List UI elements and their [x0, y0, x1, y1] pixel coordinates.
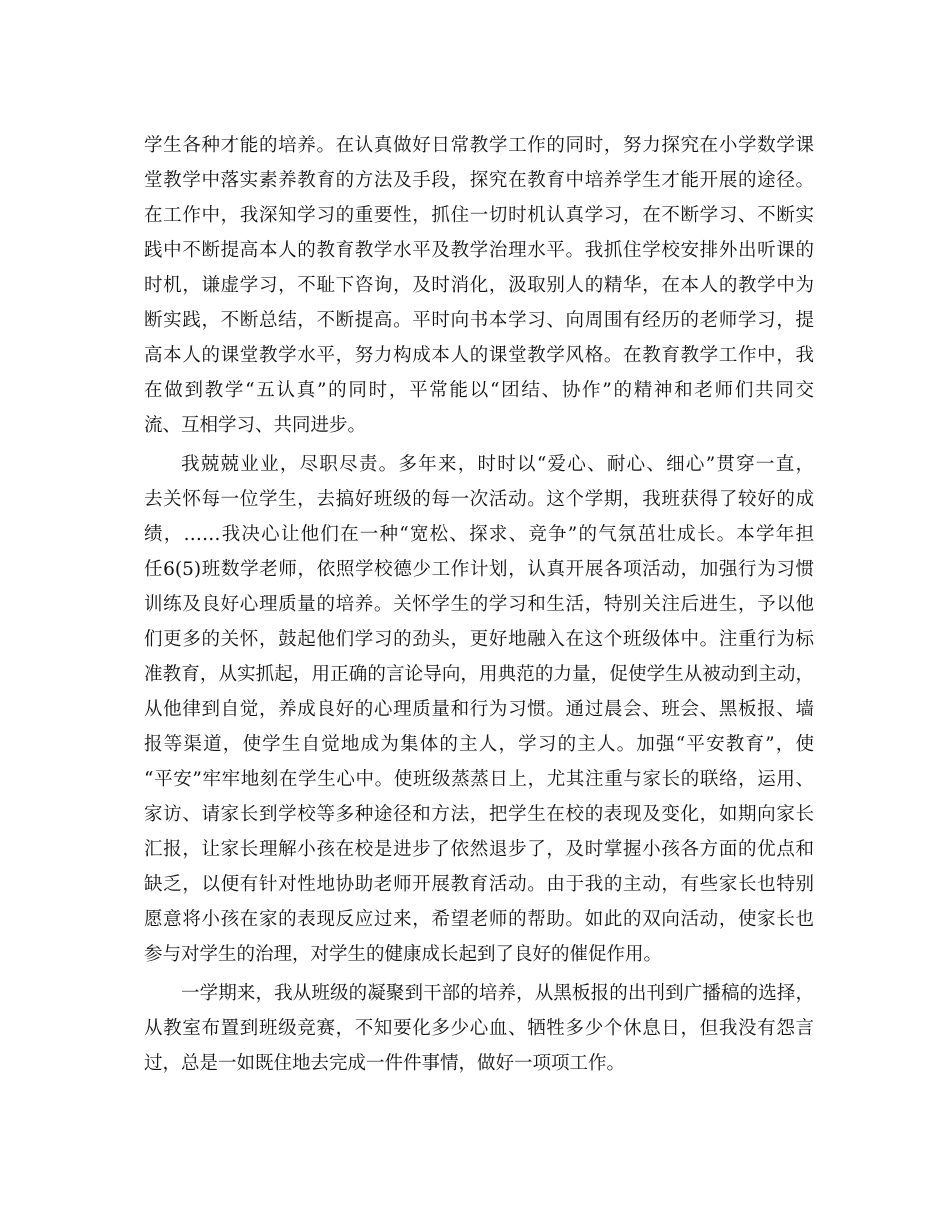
- paragraph-3: [144, 976, 814, 1081]
- text-line: 家访、请家长到学校等多种途径和方法，把学生在校的表现及变化，如期向家长: [144, 804, 814, 825]
- text-line: 流、互相学习、共同进步。: [144, 415, 367, 436]
- text-line: 断实践，不断总结，不断提高。平时向书本学习、向周围有经历的老师学习，提: [144, 310, 814, 331]
- text-line: 缺乏，以便有针对性地协助老师开展教育活动。由于我的主动，有些家长也特别: [144, 874, 814, 895]
- text-line: 践中不断提高本人的教育教学水平及教学治理水平。我抓住学校安排外出听课的: [144, 240, 814, 261]
- text-line: 训练及良好心理质量的培养。关怀学生的学习和生活，特别关注后进生，予以他: [144, 594, 814, 615]
- text-line: “平安”牢牢地刻在学生心中。使班级蒸蒸日上，尤其注重与家长的联络，运用、: [144, 769, 814, 790]
- text-line: 报等渠道，使学生自觉地成为集体的主人，学习的主人。加强“平安教育”，使: [144, 734, 814, 755]
- text-line: 堂教学中落实素养教育的方法及手段，探究在教育中培养学生才能开展的途径。: [144, 170, 814, 191]
- paragraph-2: [144, 447, 814, 972]
- text-line: 汇报，让家长理解小孩在校是进步了依然退步了，及时掌握小孩各方面的优点和: [144, 839, 814, 860]
- text-line: 们更多的关怀，鼓起他们学习的劲头，更好地融入在这个班级体中。注重行为标: [144, 629, 814, 650]
- text-line: 参与对学生的治理，对学生的健康成长起到了良好的催促作用。: [144, 944, 663, 965]
- text-line: 愿意将小孩在家的表现反应过来，希望老师的帮助。如此的双向活动，使家长也: [144, 909, 814, 930]
- text-line: 我兢兢业业，尽职尽责。多年来，时时以“爱心、耐心、细心”贯穿一直，: [181, 454, 814, 475]
- text-line: 在做到教学“五认真”的同时，平常能以“团结、协作”的精神和老师们共同交: [144, 380, 814, 401]
- text-line: 去关怀每一位学生，去搞好班级的每一次活动。这个学期，我班获得了较好的成: [144, 489, 814, 510]
- document-body: [144, 128, 814, 1085]
- text-line: 过，总是一如既住地去完成一件件事情，做好一项项工作。: [144, 1053, 626, 1074]
- text-line: 从他律到自觉，养成良好的心理质量和行为习惯。通过晨会、班会、黑板报、墙: [144, 699, 814, 720]
- text-line: 从教室布置到班级竞赛，不知要化多少心血、牺牲多少个休息日，但我没有怨言: [144, 1018, 814, 1039]
- paragraph-1: [144, 128, 814, 443]
- text-line: 在工作中，我深知学习的重要性，抓住一切时机认真学习，在不断学习、不断实: [144, 205, 814, 226]
- text-line: 绩，……我决心让他们在一种“宽松、探求、竞争”的气氛茁壮成长。本学年担: [144, 524, 814, 545]
- text-line: 学生各种才能的培养。在认真做好日常教学工作的同时，努力探究在小学数学课: [144, 135, 814, 156]
- text-line: 时机，谦虚学习，不耻下咨询，及时消化，汲取别人的精华，在本人的教学中为: [144, 275, 814, 296]
- text-line: 任6(5)班数学老师，依照学校德少工作计划，认真开展各项活动，加强行为习惯: [144, 559, 814, 580]
- text-line: 一学期来，我从班级的凝聚到干部的培养，从黑板报的出刊到广播稿的选择，: [181, 983, 814, 1004]
- text-line: 高本人的课堂教学水平，努力构成本人的课堂教学风格。在教育教学工作中，我: [144, 345, 814, 366]
- text-line: 准教育，从实抓起，用正确的言论导向，用典范的力量，促使学生从被动到主动，: [144, 664, 814, 685]
